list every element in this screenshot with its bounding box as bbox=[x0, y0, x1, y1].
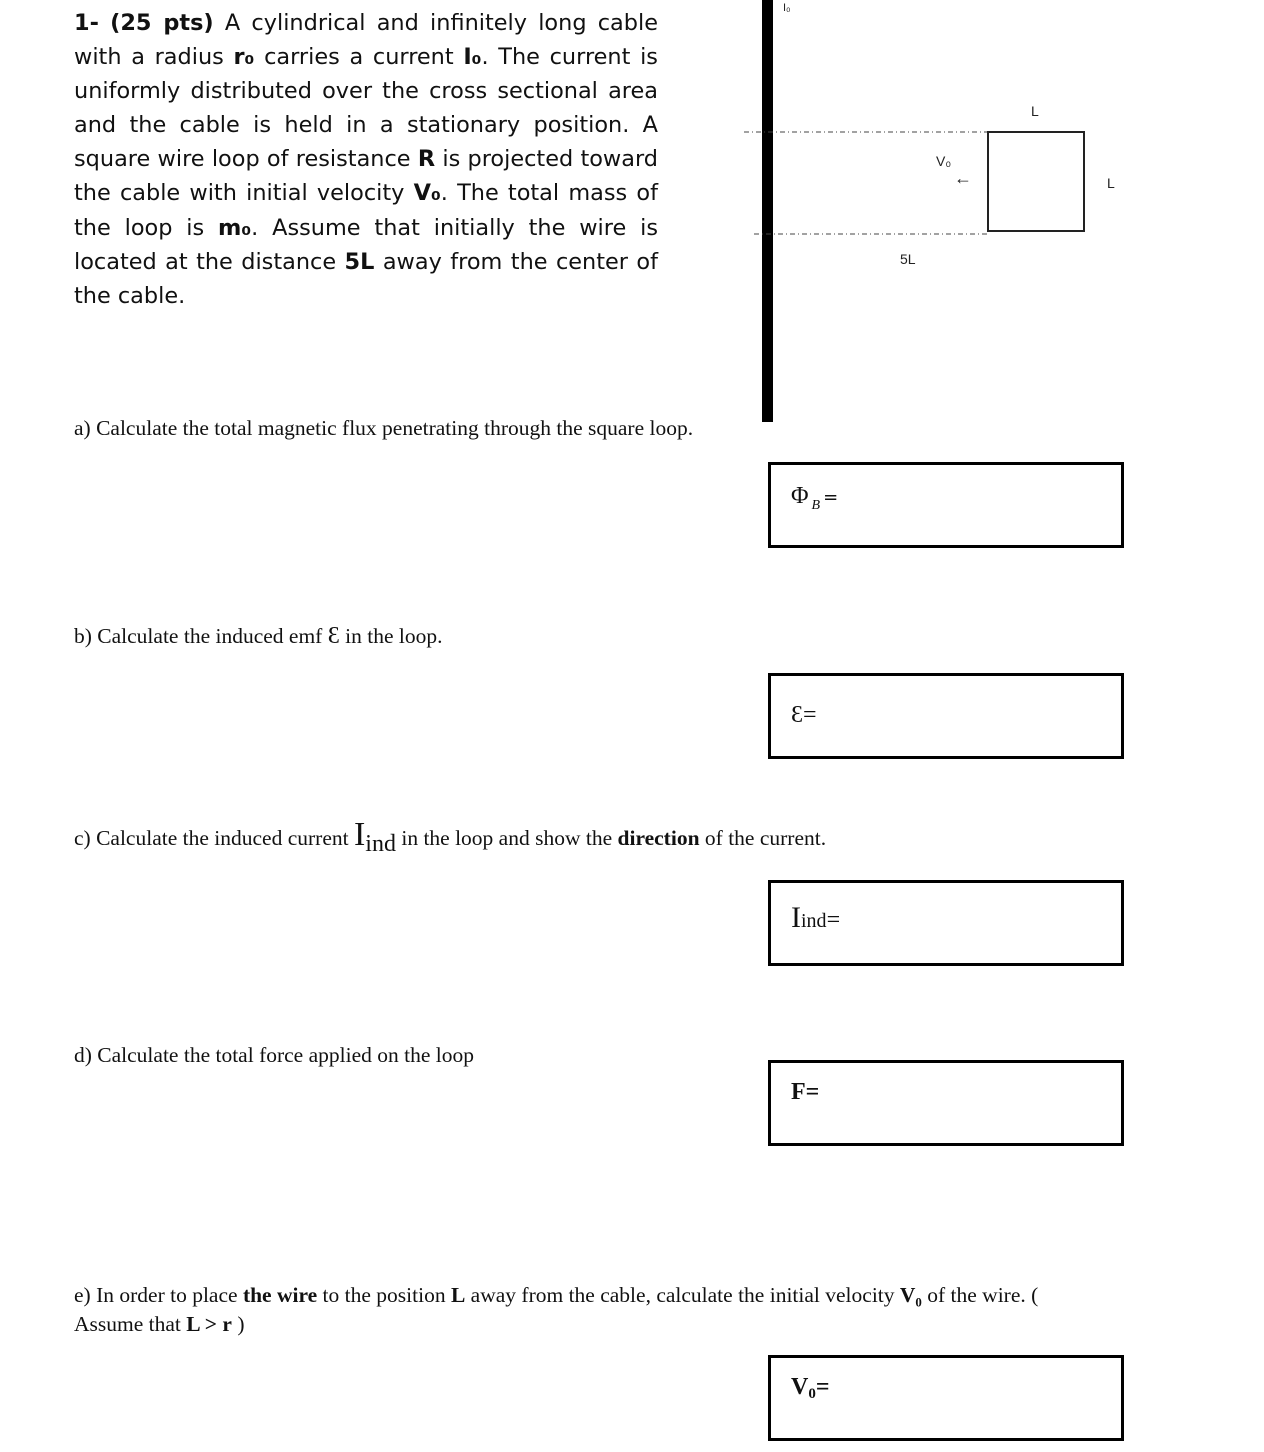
emf-answer-label: Ɛ= bbox=[791, 702, 817, 728]
question-e-text-3: away from the cable, calculate the initial velocity bbox=[465, 1283, 900, 1307]
question-b bbox=[74, 623, 442, 650]
answer-box-e[interactable] bbox=[768, 1355, 1124, 1441]
question-c-text-end: of the current. bbox=[699, 826, 827, 850]
radius-symbol: r₀ bbox=[233, 44, 255, 71]
resistance-symbol: R bbox=[417, 146, 436, 173]
square-loop bbox=[988, 132, 1084, 231]
emf-symbol: Ɛ bbox=[327, 623, 340, 649]
current-answer-label bbox=[791, 901, 840, 935]
velocity-answer-label bbox=[791, 1374, 830, 1403]
current-answer-symbol: I bbox=[791, 901, 801, 934]
statement-text-6: . Assume that initially the wire is located at the distance bbox=[74, 214, 658, 275]
statement-text-2: carries a current bbox=[254, 44, 464, 71]
question-e-text-5: Assume that bbox=[74, 1312, 187, 1336]
statement-text-4: is projected toward the cable with initial velocity bbox=[74, 146, 658, 207]
cable bbox=[762, 0, 773, 422]
statement-text-7: away from the center of the cable. bbox=[74, 248, 659, 309]
statement-text-1: A cylindrical and infinitely long cable with a radius bbox=[74, 10, 658, 71]
question-e-bold-1: the wire bbox=[242, 1283, 318, 1307]
current-answer-subscript: ind bbox=[801, 910, 827, 932]
question-e-text-4: of the wire. ( bbox=[921, 1283, 1039, 1307]
question-d: d) Calculate the total force applied on the loop bbox=[74, 1043, 474, 1067]
current-answer-equals: = bbox=[826, 907, 841, 933]
loop-right-side-label: L bbox=[1107, 175, 1115, 191]
question-c-text-mid: in the loop and show the bbox=[395, 826, 618, 850]
loop-top-side-label: L bbox=[1031, 103, 1039, 119]
flux-answer-label bbox=[791, 483, 838, 514]
flux-subscript: B bbox=[811, 498, 821, 513]
answer-box-d[interactable] bbox=[768, 1060, 1124, 1146]
problem-points: (25 pts) bbox=[110, 10, 214, 36]
question-c bbox=[74, 816, 827, 858]
statement-text-3: . The current is uniformly distributed over the cross sectional area and the cable is held in a stationary position. A square wire loop of resistance bbox=[74, 44, 658, 173]
induced-current-symbol: I bbox=[353, 816, 366, 853]
velocity-label: V₀ bbox=[936, 153, 952, 169]
cable-loop-diagram bbox=[730, 0, 1150, 430]
question-c-bold: direction bbox=[617, 826, 700, 850]
distance-symbol: 5L bbox=[344, 248, 375, 275]
question-e-text-2: to the position bbox=[317, 1283, 451, 1307]
flux-equals: = bbox=[823, 487, 839, 508]
current-symbol: I₀ bbox=[463, 44, 482, 71]
velocity-answer-subscript: 0 bbox=[808, 1386, 816, 1402]
answer-box-a[interactable] bbox=[768, 462, 1124, 548]
statement-text-5: . The total mass of the loop is bbox=[74, 180, 658, 241]
velocity-symbol: V₀ bbox=[413, 180, 441, 207]
question-b-text-end: in the loop. bbox=[339, 624, 443, 648]
question-e-bold-5: L > r bbox=[186, 1312, 232, 1336]
velocity-answer-symbol: V bbox=[791, 1374, 809, 1400]
problem-statement bbox=[74, 6, 658, 313]
question-e-text-6: ) bbox=[231, 1312, 245, 1336]
question-e-text-1: e) In order to place bbox=[74, 1283, 243, 1307]
velocity-arrow-icon: ← bbox=[954, 168, 972, 188]
question-a: a) Calculate the total magnetic flux penetrating through the square loop. bbox=[74, 416, 694, 440]
question-e bbox=[74, 1281, 1154, 1339]
mass-symbol: m₀ bbox=[218, 214, 252, 241]
cable-current-label: I₀ bbox=[783, 2, 791, 14]
answer-box-b[interactable] bbox=[768, 673, 1124, 759]
flux-symbol: Φ bbox=[791, 483, 809, 509]
distance-label: 5L bbox=[900, 251, 916, 267]
question-e-bold-3: V₀ bbox=[899, 1283, 922, 1307]
force-answer-label: F= bbox=[791, 1079, 820, 1105]
question-c-text: c) Calculate the induced current bbox=[74, 826, 354, 850]
induced-current-subscript: ind bbox=[365, 831, 396, 857]
problem-number: 1- bbox=[74, 10, 99, 36]
question-e-bold-2: L bbox=[450, 1283, 466, 1307]
question-b-text: b) Calculate the induced emf bbox=[74, 624, 328, 648]
velocity-answer-equals: = bbox=[815, 1374, 830, 1400]
answer-box-c[interactable] bbox=[768, 880, 1124, 966]
